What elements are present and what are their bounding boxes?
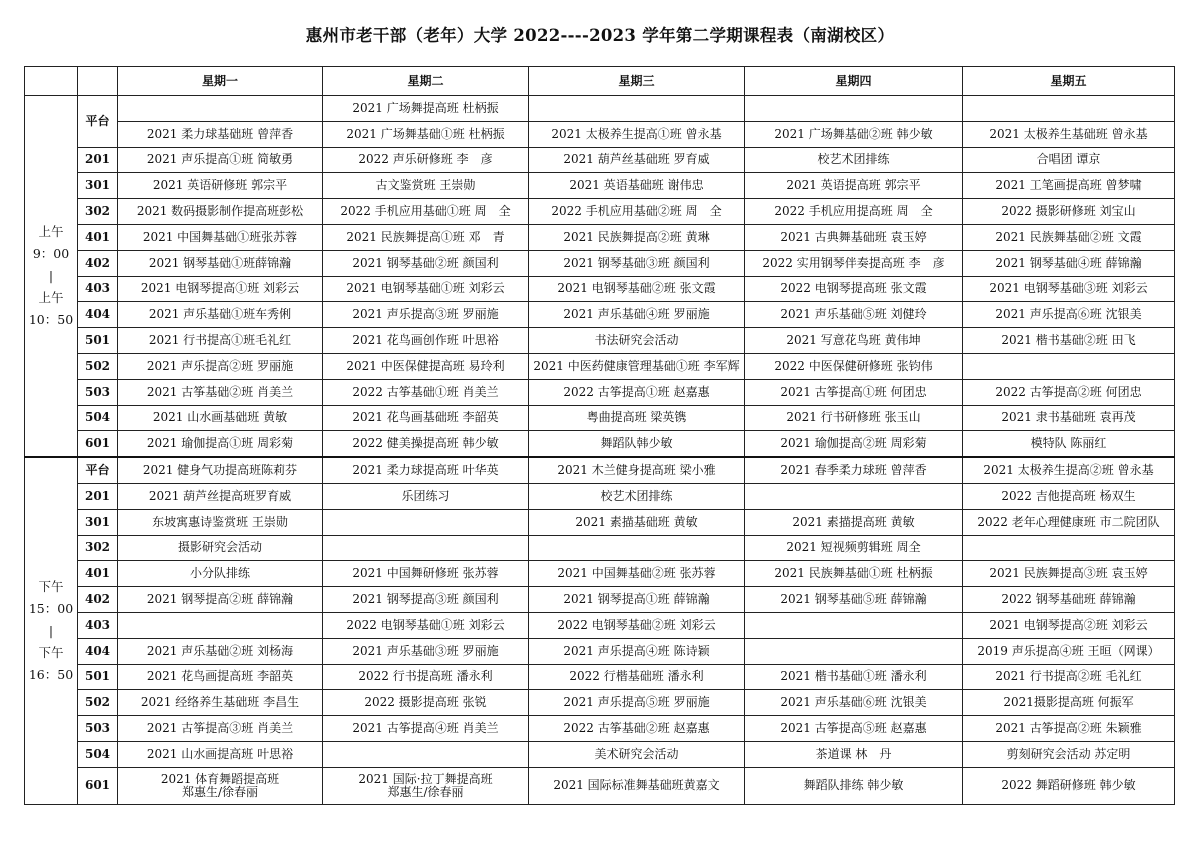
class-cell: 2022 手机应用提高班 周 全 <box>745 199 963 225</box>
class-cell <box>323 535 529 561</box>
class-cell: 2022 摄影研修班 刘宝山 <box>963 199 1175 225</box>
class-cell: 2021 中国舞研修班 张苏蓉 <box>323 561 529 587</box>
room-cell: 401 <box>78 224 118 250</box>
class-cell: 2021 隶书基础班 袁再茂 <box>963 405 1175 431</box>
table-row <box>25 741 1175 767</box>
corner-cell <box>78 67 118 96</box>
class-cell: 2021 素描基础班 黄敏 <box>529 509 745 535</box>
class-cell: 2021 声乐基础②班 刘杨海 <box>118 638 323 664</box>
class-cell <box>745 483 963 509</box>
class-cell: 2021 花鸟画创作班 叶思裕 <box>323 328 529 354</box>
table-row <box>25 716 1175 742</box>
table-row <box>25 483 1175 509</box>
class-cell: 2021 素描提高班 黄敏 <box>745 509 963 535</box>
table-row <box>25 405 1175 431</box>
table-row <box>25 379 1175 405</box>
class-cell: 2021 钢琴提高②班 薛锦瀚 <box>118 587 323 613</box>
class-cell: 2021 英语基础班 谢伟忠 <box>529 173 745 199</box>
class-cell: 2021 中医药健康管理基础①班 李军辉 <box>529 353 745 379</box>
period-label: | <box>48 268 54 284</box>
room-cell: 301 <box>78 509 118 535</box>
period-cell <box>25 96 78 458</box>
table-row <box>25 638 1175 664</box>
table-row <box>25 535 1175 561</box>
day-header: 星期四 <box>745 67 963 96</box>
class-line: 郑惠生/徐春丽 <box>181 784 259 799</box>
class-cell: 2022 电钢琴提高班 张文霞 <box>745 276 963 302</box>
class-cell: 2021 钢琴提高③班 颜国利 <box>323 587 529 613</box>
class-cell <box>963 535 1175 561</box>
room-cell: 502 <box>78 690 118 716</box>
class-cell <box>529 96 745 122</box>
class-cell: 2021 民族舞提高②班 黄琳 <box>529 224 745 250</box>
class-cell: 2019 声乐提高④班 王晅（网课） <box>963 638 1175 664</box>
class-cell: 美术研究会活动 <box>529 741 745 767</box>
class-cell: 2021 民族舞提高③班 袁玉婷 <box>963 561 1175 587</box>
class-cell: 2021 花鸟画基础班 李韶英 <box>323 405 529 431</box>
class-cell: 2021 声乐基础⑥班 沈银美 <box>745 690 963 716</box>
class-cell: 2021 钢琴基础①班薛锦瀚 <box>118 250 323 276</box>
room-cell: 402 <box>78 587 118 613</box>
room-cell: 302 <box>78 199 118 225</box>
day-header: 星期二 <box>323 67 529 96</box>
class-cell: 古文鉴赏班 王崇勋 <box>323 173 529 199</box>
table-row <box>25 587 1175 613</box>
table-row <box>25 121 1175 147</box>
class-cell: 2022 健美操提高班 韩少敏 <box>323 431 529 457</box>
class-cell: 茶道课 林 丹 <box>745 741 963 767</box>
class-cell: 2021 太极养生提高①班 曾永基 <box>529 121 745 147</box>
class-cell: 2022 吉他提高班 杨双生 <box>963 483 1175 509</box>
class-cell: 2021 瑜伽提高②班 周彩菊 <box>745 431 963 457</box>
class-cell: 2021 电钢琴提高②班 刘彩云 <box>963 612 1175 638</box>
class-cell: 剪刻研究会活动 苏定明 <box>963 741 1175 767</box>
class-cell: 2021 太极养生提高②班 曾永基 <box>963 457 1175 483</box>
class-cell <box>529 535 745 561</box>
class-cell: 2022 古筝基础①班 肖美兰 <box>323 379 529 405</box>
class-cell: 2021 国际标准舞基础班黄嘉文 <box>529 767 745 804</box>
class-cell: 2021 中国舞基础①班张苏蓉 <box>118 224 323 250</box>
class-cell: 2021 古筝提高④班 肖美兰 <box>323 716 529 742</box>
room-cell: 504 <box>78 741 118 767</box>
class-cell: 2021 声乐基础①班车秀俐 <box>118 302 323 328</box>
class-cell: 2021 山水画提高班 叶思裕 <box>118 741 323 767</box>
class-cell: 2021 经络养生基础班 李昌生 <box>118 690 323 716</box>
class-cell: 校艺术团排练 <box>745 147 963 173</box>
room-cell: 501 <box>78 328 118 354</box>
class-cell <box>963 353 1175 379</box>
day-header: 星期三 <box>529 67 745 96</box>
class-cell: 2021 写意花鸟班 黄伟坤 <box>745 328 963 354</box>
room-cell: 404 <box>78 302 118 328</box>
room-cell: 201 <box>78 147 118 173</box>
period-label: 上午 <box>38 224 64 240</box>
class-cell <box>323 767 529 804</box>
page-title: 惠州市老干部（老年）大学 2022----2023 学年第二学期课程表（南湖校区） <box>305 26 895 45</box>
room-cell: 503 <box>78 716 118 742</box>
table-row <box>25 353 1175 379</box>
class-cell <box>323 741 529 767</box>
table-row <box>25 664 1175 690</box>
class-cell: 2022 电钢琴基础②班 刘彩云 <box>529 612 745 638</box>
class-cell: 粤曲提高班 梁英镌 <box>529 405 745 431</box>
class-cell <box>118 96 323 122</box>
class-cell: 2021 声乐提高⑥班 沈银美 <box>963 302 1175 328</box>
class-cell: 2021 钢琴基础②班 颜国利 <box>323 250 529 276</box>
table-row <box>25 276 1175 302</box>
room-cell: 404 <box>78 638 118 664</box>
room-cell: 402 <box>78 250 118 276</box>
room-cell: 201 <box>78 483 118 509</box>
class-cell: 2022 手机应用基础①班 周 全 <box>323 199 529 225</box>
class-cell <box>963 96 1175 122</box>
class-cell: 2022 电钢琴基础①班 刘彩云 <box>323 612 529 638</box>
schedule-table <box>24 66 1175 805</box>
room-cell: 403 <box>78 276 118 302</box>
class-cell: 2021 电钢琴基础③班 刘彩云 <box>963 276 1175 302</box>
class-cell: 2021 中医保健提高班 易玲利 <box>323 353 529 379</box>
class-cell: 2021 行书研修班 张玉山 <box>745 405 963 431</box>
header-row <box>25 67 1175 96</box>
class-cell: 2021 短视频剪辑班 周全 <box>745 535 963 561</box>
class-cell: 2021 柔力球基础班 曾萍香 <box>118 121 323 147</box>
class-cell: 2022 中医保健研修班 张钧伟 <box>745 353 963 379</box>
class-cell: 2021 行书提高①班毛礼红 <box>118 328 323 354</box>
class-cell: 2022 舞蹈研修班 韩少敏 <box>963 767 1175 804</box>
class-cell: 2021 声乐基础⑤班 刘健玲 <box>745 302 963 328</box>
room-cell: 504 <box>78 405 118 431</box>
table-row <box>25 612 1175 638</box>
table-row <box>25 328 1175 354</box>
class-cell: 2022 实用钢琴伴奏提高班 李 彦 <box>745 250 963 276</box>
class-cell: 合唱团 谭京 <box>963 147 1175 173</box>
class-cell: 摄影研究会活动 <box>118 535 323 561</box>
class-cell: 2021 钢琴基础④班 薛锦瀚 <box>963 250 1175 276</box>
class-cell: 2021 电钢琴提高①班 刘彩云 <box>118 276 323 302</box>
class-cell: 2021 民族舞基础②班 文霞 <box>963 224 1175 250</box>
class-line: 郑惠生/徐春丽 <box>387 784 464 799</box>
class-cell: 2021 古筝提高⑤班 赵嘉惠 <box>745 716 963 742</box>
room-cell: 601 <box>78 431 118 457</box>
class-cell: 2021 钢琴基础⑤班 薛锦瀚 <box>745 587 963 613</box>
class-cell: 舞蹈队排练 韩少敏 <box>745 767 963 804</box>
room-cell: 601 <box>78 767 118 804</box>
class-cell: 2021摄影提高班 何振军 <box>963 690 1175 716</box>
room-cell: 401 <box>78 561 118 587</box>
room-cell: 平台 <box>78 457 118 483</box>
class-cell: 2021 电钢琴基础①班 刘彩云 <box>323 276 529 302</box>
class-cell: 2022 老年心理健康班 市二院团队 <box>963 509 1175 535</box>
class-cell: 书法研究会活动 <box>529 328 745 354</box>
class-cell: 2021 声乐提高②班 罗丽施 <box>118 353 323 379</box>
class-cell: 2021 声乐基础③班 罗丽施 <box>323 638 529 664</box>
table-row <box>25 173 1175 199</box>
class-cell: 2022 钢琴基础班 薛锦瀚 <box>963 587 1175 613</box>
schedule-body <box>25 96 1175 805</box>
day-header: 星期一 <box>118 67 323 96</box>
class-cell: 舞蹈队韩少敏 <box>529 431 745 457</box>
class-cell: 2021 广场舞基础①班 杜柄振 <box>323 121 529 147</box>
class-cell: 2021 行书提高②班 毛礼红 <box>963 664 1175 690</box>
class-cell: 2021 民族舞基础①班 杜柄振 <box>745 561 963 587</box>
class-cell <box>323 509 529 535</box>
period-label: 10：50 <box>28 312 74 328</box>
class-cell: 2021 山水画基础班 黄敏 <box>118 405 323 431</box>
period-label: 下午 <box>38 578 64 594</box>
class-cell: 小分队排练 <box>118 561 323 587</box>
class-cell <box>118 767 323 804</box>
class-cell: 2021 广场舞提高班 杜柄振 <box>323 96 529 122</box>
class-cell: 2021 民族舞提高①班 邓 青 <box>323 224 529 250</box>
room-cell: 403 <box>78 612 118 638</box>
class-cell: 2022 摄影提高班 张锐 <box>323 690 529 716</box>
class-cell: 2021 古典舞基础班 袁玉婷 <box>745 224 963 250</box>
class-cell: 2021 古筝提高②班 朱颖雅 <box>963 716 1175 742</box>
class-cell: 2021 春季柔力球班 曾萍香 <box>745 457 963 483</box>
table-row <box>25 147 1175 173</box>
class-cell <box>745 96 963 122</box>
class-line: 2021 国际·拉丁舞提高班 <box>358 771 493 786</box>
class-cell: 2021 古筝提高③班 肖美兰 <box>118 716 323 742</box>
room-cell: 平台 <box>78 96 118 148</box>
class-cell: 乐团练习 <box>323 483 529 509</box>
class-cell: 2021 葫芦丝基础班 罗育威 <box>529 147 745 173</box>
class-cell: 2021 英语提高班 郭宗平 <box>745 173 963 199</box>
table-row <box>25 250 1175 276</box>
class-cell: 2021 瑜伽提高①班 周彩菊 <box>118 431 323 457</box>
class-cell: 2021 声乐提高①班 简敏勇 <box>118 147 323 173</box>
class-cell <box>118 612 323 638</box>
class-cell: 2021 健身气功提高班陈莉芬 <box>118 457 323 483</box>
class-cell: 2021 楷书基础②班 田飞 <box>963 328 1175 354</box>
table-row <box>25 509 1175 535</box>
class-cell: 2021 数码摄影制作提高班彭松 <box>118 199 323 225</box>
class-cell: 2021 工笔画提高班 曾梦啸 <box>963 173 1175 199</box>
period-label: 下午 <box>38 644 64 660</box>
class-cell: 2021 中国舞基础②班 张苏蓉 <box>529 561 745 587</box>
class-cell: 2021 钢琴基础③班 颜国利 <box>529 250 745 276</box>
class-cell: 模特队 陈丽红 <box>963 431 1175 457</box>
class-cell: 2021 钢琴提高①班 薛锦瀚 <box>529 587 745 613</box>
class-cell: 2021 声乐提高③班 罗丽施 <box>323 302 529 328</box>
table-row <box>25 199 1175 225</box>
class-cell: 2021 古筝基础②班 肖美兰 <box>118 379 323 405</box>
class-cell: 2022 声乐研修班 李 彦 <box>323 147 529 173</box>
table-row <box>25 302 1175 328</box>
class-cell: 2022 古筝提高①班 赵嘉惠 <box>529 379 745 405</box>
table-row <box>25 457 1175 483</box>
class-cell: 东坡寓惠诗鉴赏班 王崇勋 <box>118 509 323 535</box>
class-cell <box>745 638 963 664</box>
class-cell: 2021 木兰健身提高班 梁小雅 <box>529 457 745 483</box>
period-label: 上午 <box>38 290 64 306</box>
class-cell: 2021 声乐提高④班 陈诗颖 <box>529 638 745 664</box>
table-row <box>25 561 1175 587</box>
class-cell: 2021 声乐提高⑤班 罗丽施 <box>529 690 745 716</box>
class-cell: 2021 葫芦丝提高班罗育威 <box>118 483 323 509</box>
room-cell: 301 <box>78 173 118 199</box>
table-row <box>25 431 1175 457</box>
period-label: | <box>48 622 54 638</box>
class-cell: 2021 声乐基础④班 罗丽施 <box>529 302 745 328</box>
room-cell: 501 <box>78 664 118 690</box>
period-label: 9：00 <box>32 246 70 262</box>
class-cell <box>745 612 963 638</box>
period-label: 15：00 <box>28 600 74 616</box>
room-cell: 502 <box>78 353 118 379</box>
class-cell: 2021 柔力球提高班 叶华英 <box>323 457 529 483</box>
corner-cell <box>25 67 78 96</box>
period-cell <box>25 457 78 804</box>
class-cell: 2021 楷书基础①班 潘永利 <box>745 664 963 690</box>
class-cell: 2021 英语研修班 郭宗平 <box>118 173 323 199</box>
table-row <box>25 767 1175 804</box>
period-label: 16：50 <box>28 666 74 682</box>
class-cell: 2022 行书提高班 潘永利 <box>323 664 529 690</box>
room-cell: 302 <box>78 535 118 561</box>
day-header: 星期五 <box>963 67 1175 96</box>
class-cell: 2021 花鸟画提高班 李韶英 <box>118 664 323 690</box>
class-cell: 2022 行楷基础班 潘永利 <box>529 664 745 690</box>
room-cell: 503 <box>78 379 118 405</box>
class-cell: 2021 广场舞基础②班 韩少敏 <box>745 121 963 147</box>
class-line: 2021 体育舞蹈提高班 <box>160 771 280 786</box>
class-cell: 2021 古筝提高①班 何团忠 <box>745 379 963 405</box>
table-row <box>25 96 1175 122</box>
table-row <box>25 690 1175 716</box>
class-cell: 2022 古筝基础②班 赵嘉惠 <box>529 716 745 742</box>
class-cell: 校艺术团排练 <box>529 483 745 509</box>
class-cell: 2021 电钢琴基础②班 张文霞 <box>529 276 745 302</box>
class-cell: 2021 太极养生基础班 曾永基 <box>963 121 1175 147</box>
table-row <box>25 224 1175 250</box>
class-cell: 2022 古筝提高②班 何团忠 <box>963 379 1175 405</box>
class-cell: 2022 手机应用基础②班 周 全 <box>529 199 745 225</box>
